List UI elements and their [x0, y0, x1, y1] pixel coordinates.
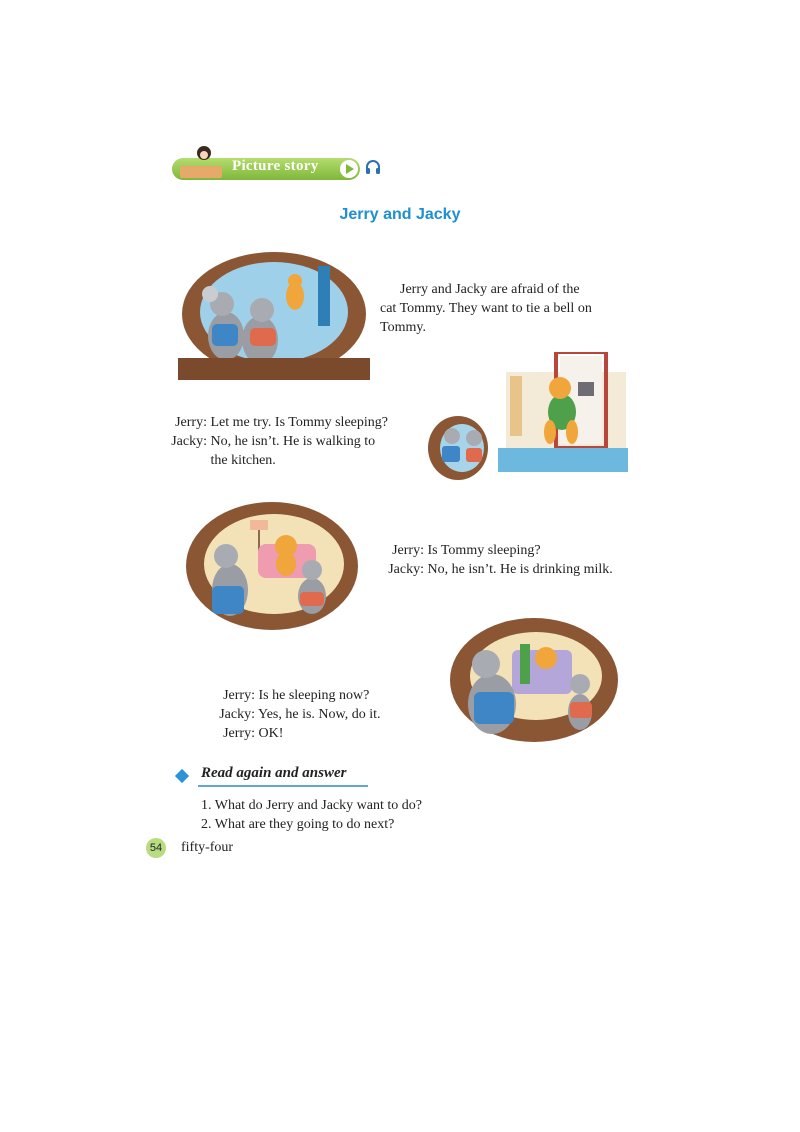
- dialogue-line: [214, 686, 381, 705]
- illustration-cat-walking-to-kitchen: [428, 352, 628, 480]
- question-list: [201, 796, 422, 834]
- speech-text: Let me try. Is Tommy sleeping?: [210, 415, 388, 430]
- speaker-label: Jerry:: [392, 543, 424, 558]
- speaker-label: Jerry:: [175, 415, 207, 430]
- heading-underline: [198, 785, 368, 787]
- speech-text: No, he isn’t. He is drinking milk.: [427, 562, 613, 577]
- dialogue-line: [214, 724, 381, 743]
- exercise-heading-text: Read again and answer: [201, 765, 347, 781]
- dialogue-line: [166, 451, 388, 470]
- diamond-bullet-icon: [175, 769, 189, 783]
- speaker-label: Jerry:: [223, 726, 255, 741]
- play-icon[interactable]: [340, 160, 358, 178]
- section-banner: [172, 154, 362, 180]
- illustration-cat-sleeping: [446, 614, 618, 750]
- intro-line: cat Tommy. They want to tie a bell on: [380, 301, 592, 316]
- dialogue-scene-2: [166, 413, 388, 470]
- dialogue-line: [166, 413, 388, 432]
- speaker-label: Jacky:: [171, 434, 207, 449]
- illustration-mice-in-hole: [178, 248, 370, 380]
- speaker-label: Jacky:: [219, 707, 255, 722]
- dialogue-line: [166, 432, 388, 451]
- headphones-icon[interactable]: [364, 158, 382, 176]
- section-label: Picture story: [232, 158, 319, 174]
- speech-text: the kitchen.: [210, 453, 276, 468]
- intro-line: Jerry and Jacky are afraid of the: [400, 282, 580, 297]
- speech-text: Yes, he is. Now, do it.: [257, 707, 381, 722]
- speech-text: Is Tommy sleeping?: [427, 543, 541, 558]
- dialogue-scene-3: [381, 541, 613, 579]
- speaker-label: Jacky:: [388, 562, 424, 577]
- speaker-label: Jerry:: [223, 688, 255, 703]
- intro-line: Tommy.: [380, 320, 426, 335]
- reader-girl-icon: [180, 166, 222, 178]
- dialogue-line: [381, 560, 613, 579]
- page-number-word: fifty-four: [181, 840, 234, 855]
- girl-face: [200, 151, 208, 159]
- story-title: Jerry and Jacky: [339, 206, 461, 223]
- question-item: 2. What are they going to do next?: [201, 817, 395, 832]
- dialogue-line: [381, 541, 613, 560]
- question-item: 1. What do Jerry and Jacky want to do?: [201, 798, 422, 813]
- intro-paragraph: [380, 280, 592, 337]
- illustration-cat-drinking-milk: [184, 498, 360, 634]
- speech-text: Is he sleeping now?: [258, 688, 370, 703]
- speech-text: OK!: [258, 726, 284, 741]
- dialogue-scene-4: [214, 686, 381, 743]
- dialogue-line: [214, 705, 381, 724]
- speech-text: No, he isn’t. He is walking to: [210, 434, 376, 449]
- page-number-badge: 54: [146, 838, 166, 858]
